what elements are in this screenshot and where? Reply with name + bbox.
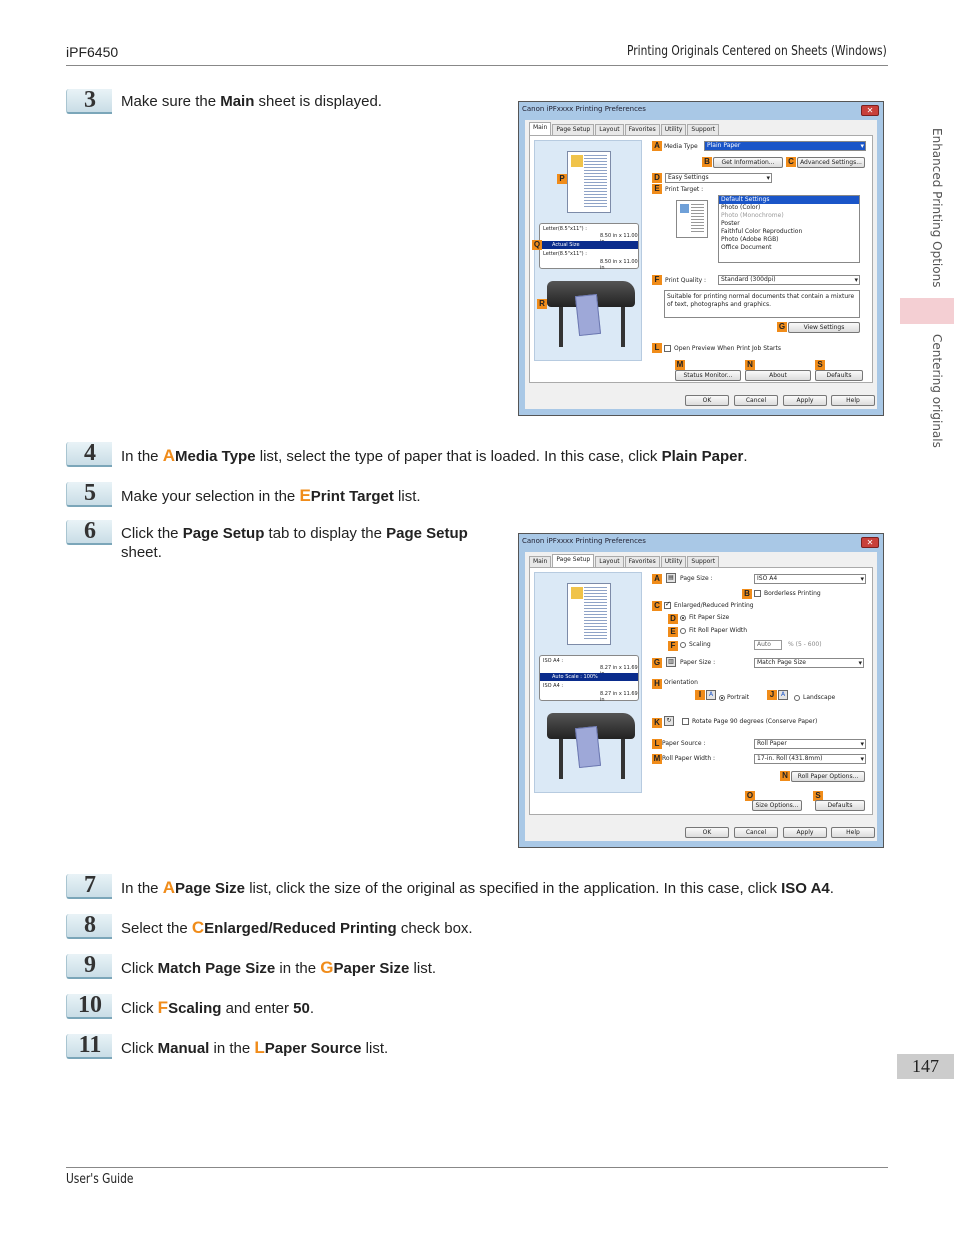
status-monitor-button[interactable]: Status Monitor... [675, 370, 741, 381]
marker-m: M [676, 360, 684, 369]
tab-bar [529, 124, 720, 135]
settings-mode-dropdown[interactable]: Easy Settings ▾ [665, 173, 772, 183]
dialog-title: Canon iPFxxxx Printing Preferences [522, 105, 646, 113]
fit-roll-width-radio[interactable] [680, 628, 686, 634]
advanced-settings-button[interactable]: Advanced Settings... [797, 157, 865, 168]
paper-source-dropdown[interactable]: Roll Paper ▾ [754, 739, 866, 749]
tab-layout[interactable]: Layout [595, 556, 623, 567]
enlarged-reduced-label: Enlarged/Reduced Printing [674, 602, 754, 609]
print-target-label: Print Target : [665, 186, 704, 193]
step-number: 11 [66, 1034, 112, 1059]
marker-d: D [668, 614, 678, 624]
step-text: Make sure the Main sheet is displayed. [121, 93, 382, 110]
rotate-icon: ↻ [664, 716, 674, 726]
scaling-range-label: % (5 - 600) [788, 641, 822, 648]
size-info-box: ISO A4 : 8.27 in x 11.69 Auto Scale : 100% ISO A4 : 8.27 in x 11.69 in [539, 655, 639, 701]
marker-b: B [742, 589, 752, 599]
marker-r: R [537, 299, 547, 309]
ok-button[interactable]: OK [685, 827, 729, 838]
scaling-label: Scaling [689, 641, 711, 648]
page-size-dropdown[interactable]: ISO A4 ▾ [754, 574, 866, 584]
cancel-button[interactable]: Cancel [734, 827, 778, 838]
marker-b: B [702, 157, 712, 167]
landscape-icon: A [778, 690, 788, 700]
step-number: 10 [66, 994, 112, 1019]
list-item[interactable]: Default Settings [719, 196, 859, 204]
marker-a: A [652, 574, 662, 584]
tab-main[interactable]: Main [529, 122, 551, 135]
step-text: Select the CEnlarged/Reduced Printing check box. [121, 918, 473, 937]
list-item[interactable]: Photo (Adobe RGB) [721, 236, 779, 243]
tab-layout[interactable]: Layout [595, 124, 623, 135]
marker-n: N [745, 360, 755, 370]
step-number: 6 [66, 520, 112, 545]
roll-paper-options-button[interactable]: Roll Paper Options... [791, 771, 865, 782]
list-item[interactable]: Photo (Monochrome) [721, 212, 784, 219]
marker-k: K [652, 718, 662, 728]
marker-a: A [652, 141, 662, 151]
side-section-tab [900, 298, 954, 324]
side-section-label: Enhanced Printing Options [930, 128, 944, 288]
page-size-icon: ▤ [666, 573, 676, 583]
preview-pane [534, 572, 642, 793]
step-text: Click the Page Setup tab to display the Page Setup sheet. [121, 525, 468, 561]
marker-e: E [652, 184, 662, 194]
page-size-label: Page Size : [680, 575, 713, 582]
size-options-button[interactable]: Size Options... [752, 800, 802, 811]
header-product: iPF6450 [66, 44, 119, 60]
marker-j: J [767, 690, 777, 700]
roll-width-dropdown[interactable]: 17-in. Roll (431.8mm) ▾ [754, 754, 866, 764]
paper-size-dropdown[interactable]: Match Page Size ▾ [754, 658, 864, 668]
list-item[interactable]: Faithful Color Reproduction [721, 228, 803, 235]
marker-g: G [653, 658, 661, 667]
step-text: Make your selection in the EPrint Target list. [121, 486, 421, 505]
tab-support[interactable]: Support [687, 124, 719, 135]
paper-size-label: Paper Size : [680, 659, 716, 666]
marker-i: I [695, 690, 705, 700]
cancel-button[interactable]: Cancel [734, 395, 778, 406]
marker-g: G [778, 322, 786, 331]
fit-roll-width-label: Fit Roll Paper Width [689, 627, 748, 634]
borderless-checkbox[interactable] [754, 590, 761, 597]
list-item[interactable]: Photo (Color) [721, 204, 761, 211]
step-number: 4 [66, 442, 112, 467]
tab-main[interactable]: Main [529, 556, 551, 567]
scaling-radio[interactable] [680, 642, 686, 648]
side-subsection-label: Centering originals [930, 334, 944, 448]
header-rule [66, 65, 888, 66]
marker-p: P [557, 174, 567, 184]
print-target-description: Suitable for printing normal documents that contain a mixture of text, photographs and graphics. [664, 290, 860, 318]
paper-source-label: Paper Source : [662, 740, 706, 747]
open-preview-checkbox[interactable] [664, 345, 671, 352]
defaults-button[interactable]: Defaults [815, 370, 863, 381]
tab-favorites[interactable]: Favorites [625, 556, 660, 567]
fit-paper-size-radio[interactable] [680, 615, 686, 621]
printer-image [545, 275, 637, 355]
page-number: 147 [897, 1054, 954, 1079]
portrait-icon: A [706, 690, 716, 700]
about-button[interactable]: About [745, 370, 811, 381]
printer-image [545, 707, 637, 787]
tab-favorites[interactable]: Favorites [625, 124, 660, 135]
ok-button[interactable]: OK [685, 395, 729, 406]
list-item[interactable]: Office Document [721, 244, 772, 251]
tab-support[interactable]: Support [687, 556, 719, 567]
step-text: In the APage Size list, click the size of the original as specified in the application. In this case, click ISO A4. [121, 878, 834, 897]
step-number: 7 [66, 874, 112, 899]
tab-bar [529, 556, 720, 567]
media-type-label: Media Type [664, 143, 698, 150]
roll-width-label: Roll Paper Width : [662, 755, 716, 762]
tab-utility[interactable]: Utility [661, 124, 687, 135]
apply-button[interactable]: Apply [783, 395, 827, 406]
media-type-dropdown[interactable]: Plain Paper ▾ [704, 141, 866, 151]
get-information-button[interactable]: Get Information... [713, 157, 783, 168]
tab-page-setup[interactable]: Page Setup [552, 554, 594, 567]
tab-utility[interactable]: Utility [661, 556, 687, 567]
marker-s: S [813, 791, 823, 801]
step-text: In the AMedia Type list, select the type of paper that is loaded. In this case, click Plain Paper. [121, 446, 748, 465]
size-info-box: Letter(8.5"x11") : 8.50 in x 11.00 Actual Size Letter(8.5"x11") : 8.50 in x 11.00 in [539, 223, 639, 269]
page-setup-sheet-screenshot [518, 533, 884, 848]
rotate-checkbox[interactable] [682, 718, 689, 725]
portrait-radio[interactable] [719, 695, 725, 701]
marker-l: L [652, 343, 662, 353]
marker-f: F [652, 275, 662, 285]
close-icon[interactable]: ✕ [861, 105, 879, 116]
preview-pane [534, 140, 642, 361]
marker-f: F [668, 641, 678, 651]
print-target-list[interactable] [718, 195, 860, 263]
header-section-title: Printing Originals Centered on Sheets (Windows) [627, 44, 887, 59]
tab-page-setup[interactable]: Page Setup [552, 124, 594, 135]
close-icon[interactable]: ✕ [861, 537, 879, 548]
marker-c: C [652, 601, 662, 611]
orientation-label: Orientation [664, 679, 698, 686]
enlarged-reduced-checkbox[interactable] [664, 602, 671, 609]
marker-l: L [652, 739, 662, 749]
landscape-label: Landscape [803, 694, 836, 701]
print-quality-label: Print Quality : [665, 277, 707, 284]
help-button[interactable]: Help [831, 827, 875, 838]
step-number: 5 [66, 482, 112, 507]
marker-e: E [668, 627, 678, 637]
footer-guide-name: User's Guide [66, 1172, 134, 1187]
paper-preview [567, 151, 611, 213]
borderless-label: Borderless Printing [764, 590, 821, 597]
footer-rule [66, 1167, 888, 1168]
marker-q: Q [533, 240, 541, 249]
landscape-radio[interactable] [794, 695, 800, 701]
step-text: Click Match Page Size in the GPaper Size list. [121, 958, 437, 977]
dialog-title: Canon iPFxxxx Printing Preferences [522, 537, 646, 545]
view-settings-button[interactable]: View Settings [788, 322, 860, 333]
step-text: Click FScaling and enter 50. [121, 998, 314, 1017]
open-preview-label: Open Preview When Print Job Starts [674, 345, 781, 352]
fit-paper-size-label: Fit Paper Size [689, 614, 730, 621]
step-number: 8 [66, 914, 112, 939]
step-text: Click Manual in the LPaper Source list. [121, 1038, 389, 1057]
defaults-button[interactable]: Defaults [815, 800, 865, 811]
marker-d: D [652, 173, 662, 183]
portrait-label: Portrait [727, 694, 750, 701]
apply-button[interactable]: Apply [783, 827, 827, 838]
marker-m: M [653, 754, 661, 763]
print-quality-dropdown[interactable]: Standard (300dpi) ▾ [718, 275, 860, 285]
step-number: 3 [66, 89, 112, 114]
marker-s: S [815, 360, 825, 370]
step-number: 9 [66, 954, 112, 979]
main-sheet-screenshot [518, 101, 884, 416]
scaling-input[interactable]: Auto [754, 640, 782, 650]
marker-c: C [786, 157, 796, 167]
print-target-thumbnail [676, 200, 708, 238]
marker-o: O [746, 791, 754, 800]
paper-size-icon: ▥ [666, 657, 676, 667]
rotate-label: Rotate Page 90 degrees (Conserve Paper) [692, 718, 818, 725]
help-button[interactable]: Help [831, 395, 875, 406]
list-item[interactable]: Poster [721, 220, 740, 227]
marker-h: H [652, 679, 662, 689]
paper-preview [567, 583, 611, 645]
marker-n: N [780, 771, 790, 781]
